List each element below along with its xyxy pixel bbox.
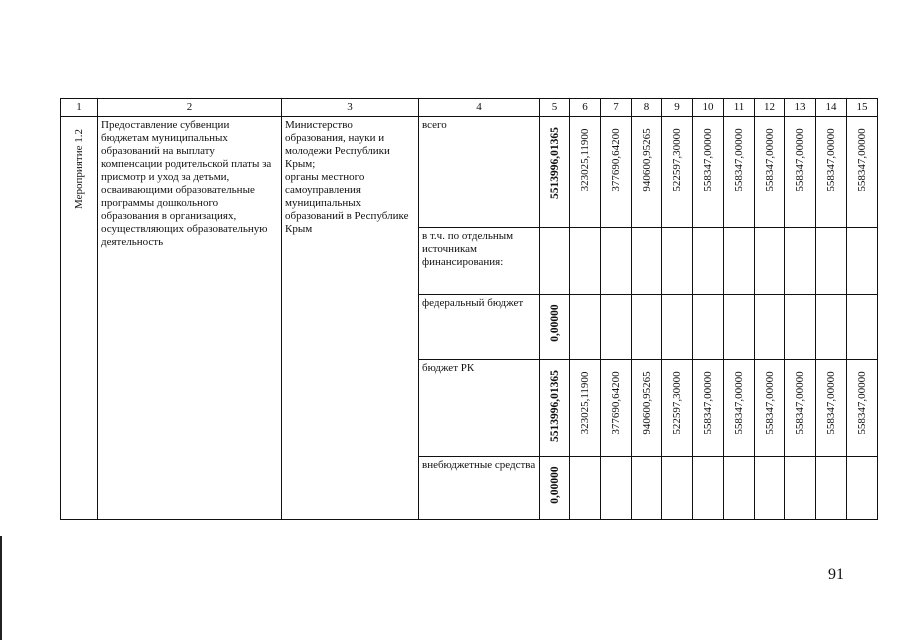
funding-source-cell (419, 360, 540, 457)
amount-value: 558347,00000 (763, 371, 776, 435)
funding-source-cell (419, 457, 540, 520)
amount-cell (755, 117, 785, 228)
funding-source-label: федеральный бюджет (422, 297, 524, 309)
funding-source-label: всего (422, 119, 447, 131)
table-row (61, 117, 878, 228)
amount-cell (662, 360, 693, 457)
amount-cell (570, 360, 601, 457)
amount-cell (724, 117, 755, 228)
amount-cell (693, 295, 724, 360)
activity-cell (61, 117, 98, 520)
amount-cell (724, 228, 755, 295)
funding-source-label: в т.ч. по отдельным источникам финансирования: (422, 230, 514, 268)
amount-cell (570, 457, 601, 520)
amount-cell (693, 360, 724, 457)
amount-cell (570, 295, 601, 360)
amount-cell (662, 228, 693, 295)
header-number-cell: 6 (570, 99, 601, 117)
amount-cell (601, 295, 632, 360)
header-number-cell: 4 (419, 99, 540, 117)
funding-source-label: внебюджетные средства (422, 459, 536, 471)
page-number: 91 (828, 566, 844, 583)
amount-value: 522597,30000 (671, 128, 683, 192)
amount-cell (693, 228, 724, 295)
activity-label: Мероприятие 1.2 (73, 129, 85, 209)
amount-value: 323025,11900 (579, 128, 591, 192)
amount-cell (601, 228, 632, 295)
amount-cell (816, 360, 847, 457)
funding-source-label: бюджет РК (422, 362, 475, 374)
amount-value: 377690,64200 (610, 371, 622, 435)
amount-value: 5513996,01365 (548, 370, 561, 443)
amount-value: 558347,00000 (702, 371, 714, 435)
amount-cell (632, 295, 662, 360)
header-number-cell: 14 (816, 99, 847, 117)
amount-cell (816, 117, 847, 228)
amount-value: 522597,30000 (671, 371, 683, 435)
amount-cell (632, 228, 662, 295)
amount-cell (632, 360, 662, 457)
amount-cell (816, 457, 847, 520)
amount-value: 558347,00000 (856, 128, 868, 192)
amount-value: 558347,00000 (856, 371, 868, 435)
funding-source-cell (419, 228, 540, 295)
amount-cell (847, 457, 878, 520)
amount-value: 940600,95265 (640, 128, 653, 192)
amount-cell (785, 228, 816, 295)
executor-cell (282, 117, 419, 520)
amount-cell (785, 117, 816, 228)
amount-value: 558347,00000 (763, 128, 776, 192)
header-number-cell: 3 (282, 99, 419, 117)
amount-value: 558347,00000 (825, 128, 837, 192)
amount-cell (540, 360, 570, 457)
amount-cell (632, 117, 662, 228)
amount-cell (755, 457, 785, 520)
amount-cell (785, 457, 816, 520)
amount-cell (724, 457, 755, 520)
amount-cell (662, 117, 693, 228)
amount-value: 558347,00000 (794, 128, 806, 192)
amount-cell (785, 360, 816, 457)
description-cell (98, 117, 282, 520)
header-number-cell: 12 (755, 99, 785, 117)
amount-cell (724, 360, 755, 457)
amount-cell (540, 117, 570, 228)
amount-cell (847, 117, 878, 228)
budget-table (60, 98, 878, 520)
amount-value: 558347,00000 (733, 371, 745, 435)
page-edge-line (0, 536, 2, 640)
amount-cell (662, 457, 693, 520)
amount-cell (693, 457, 724, 520)
amount-cell (847, 228, 878, 295)
header-number-cell: 9 (662, 99, 693, 117)
amount-cell (755, 228, 785, 295)
amount-cell (816, 228, 847, 295)
amount-cell (601, 117, 632, 228)
amount-value: 377690,64200 (610, 128, 622, 192)
amount-cell (632, 457, 662, 520)
amount-value: 558347,00000 (825, 371, 837, 435)
amount-value: 558347,00000 (702, 128, 714, 192)
amount-cell (785, 295, 816, 360)
amount-value: 558347,00000 (733, 128, 745, 192)
amount-cell (570, 228, 601, 295)
activity-description: Предоставление субвенции бюджетам муниципальных образований на выплату компенсации родительской платы за присмотр и уход за детьми, осваивающими образовательные программы дошкольного образования в организациях, осуществляющих образовательную деятельность (101, 119, 272, 248)
amount-value: 0,00000 (548, 466, 561, 504)
amount-cell (601, 457, 632, 520)
amount-cell (755, 295, 785, 360)
amount-cell (540, 228, 570, 295)
amount-cell (755, 360, 785, 457)
header-number-row (61, 99, 878, 117)
amount-cell (662, 295, 693, 360)
amount-value: 5513996,01365 (548, 127, 561, 200)
header-number-cell: 2 (98, 99, 282, 117)
funding-source-cell (419, 117, 540, 228)
amount-value: 323025,11900 (579, 371, 591, 435)
header-number-cell: 5 (540, 99, 570, 117)
amount-cell (724, 295, 755, 360)
amount-cell (847, 360, 878, 457)
amount-cell (693, 117, 724, 228)
header-number-cell: 13 (785, 99, 816, 117)
amount-value: 558347,00000 (794, 371, 806, 435)
amount-cell (816, 295, 847, 360)
header-number-cell: 15 (847, 99, 878, 117)
amount-cell (540, 457, 570, 520)
amount-cell (601, 360, 632, 457)
amount-cell (570, 117, 601, 228)
header-number-cell: 1 (61, 99, 98, 117)
header-number-cell: 10 (693, 99, 724, 117)
amount-cell (847, 295, 878, 360)
amount-value: 940600,95265 (640, 371, 653, 435)
amount-cell (540, 295, 570, 360)
header-number-cell: 8 (632, 99, 662, 117)
header-number-cell: 11 (724, 99, 755, 117)
header-number-cell: 7 (601, 99, 632, 117)
executor-text: Министерство образования, науки и молодежи Республики Крым; органы местного самоуправления муниципальных образований в Республике Крым (285, 119, 409, 235)
funding-source-cell (419, 295, 540, 360)
amount-value: 0,00000 (548, 304, 561, 342)
